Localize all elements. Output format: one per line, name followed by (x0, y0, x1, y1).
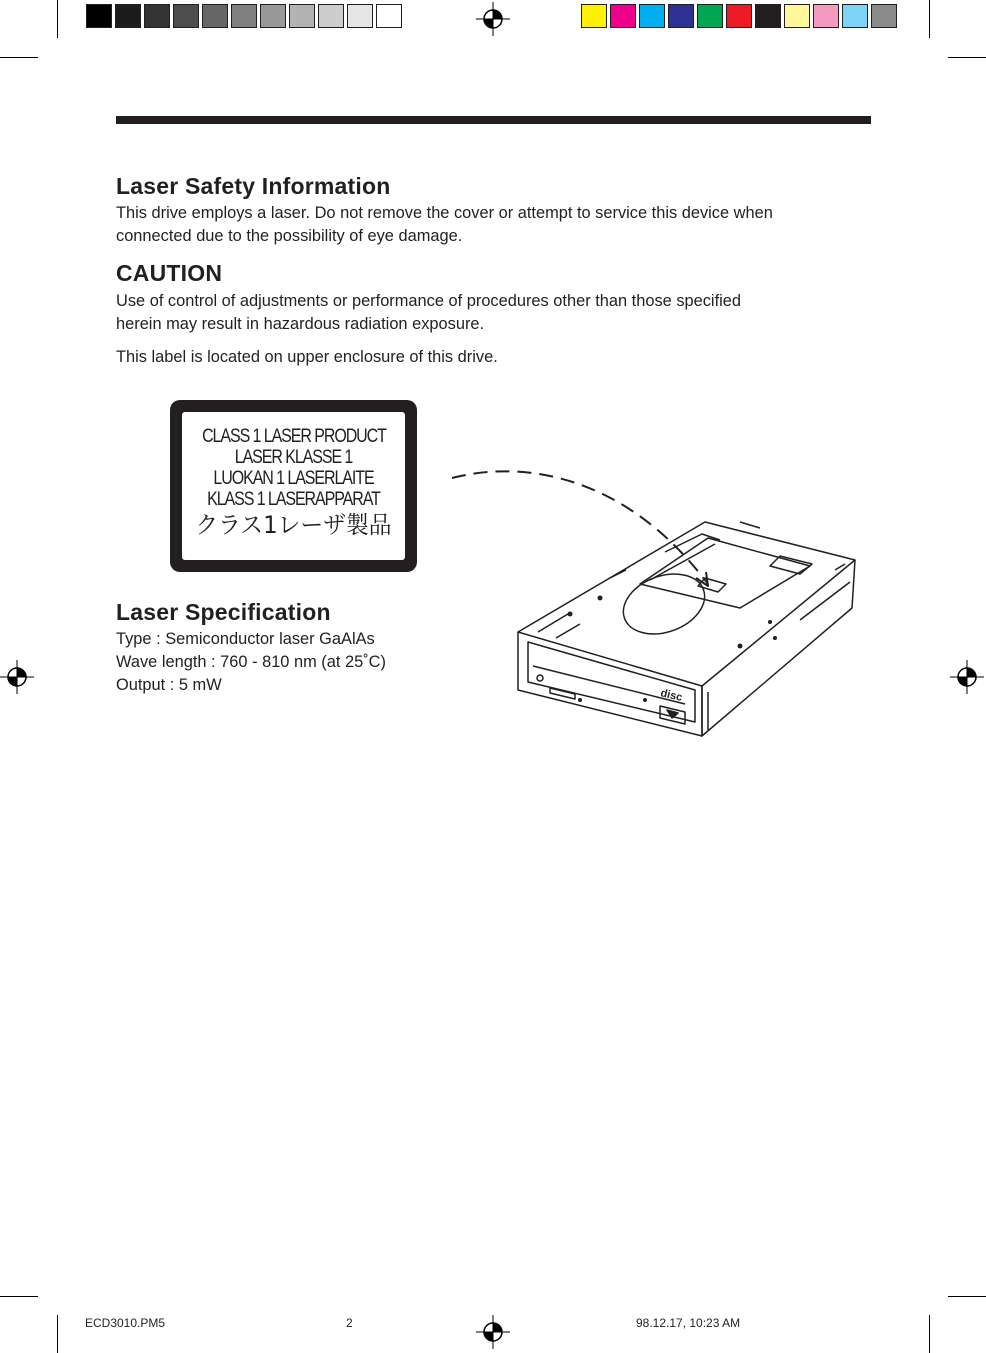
gray-swatch (86, 4, 112, 28)
color-swatch (813, 4, 839, 28)
crop-mark (948, 57, 986, 58)
crop-mark (0, 57, 38, 58)
crop-mark (57, 1315, 58, 1353)
dashed-pointer-arrow (452, 471, 708, 584)
label-line-klasse: LASER KLASSE 1 (234, 446, 353, 468)
registration-mark-left-icon (0, 660, 34, 694)
color-swatch (755, 4, 781, 28)
safety-body-line1: This drive employs a laser. Do not remove the cover or attempt to service this device when (116, 204, 773, 222)
color-swatch (668, 4, 694, 28)
header-rule (116, 116, 871, 124)
gray-swatch (318, 4, 344, 28)
crop-mark (0, 1296, 38, 1297)
laser-class-label-inner (182, 412, 405, 560)
safety-heading: Laser Safety Information (116, 173, 391, 199)
gray-swatch (376, 4, 402, 28)
gray-swatch (144, 4, 170, 28)
spec-wavelength: Wave length : 760 - 810 nm (at 25˚C) (116, 653, 386, 671)
label-line-klass: KLASS 1 LASERAPPARAT (207, 488, 380, 510)
spec-heading: Laser Specification (116, 599, 331, 625)
label-line-japanese: クラス1レーザ製品 (195, 511, 392, 539)
color-swatch (581, 4, 607, 28)
crop-mark (948, 1296, 986, 1297)
caution-body-line1: Use of control of adjustments or performance of procedures other than those specified (116, 292, 742, 310)
crop-mark (929, 0, 930, 38)
spec-type: Type : Semiconductor laser GaAlAs (116, 630, 375, 648)
label-line-luokan: LUOKAN 1 LASERLAITE (213, 467, 374, 489)
color-swatch (610, 4, 636, 28)
gray-swatch (289, 4, 315, 28)
safety-body-line2: connected due to the possibility of eye damage. (116, 227, 463, 245)
caution-body-line2: herein may result in hazardous radiation exposure. (116, 315, 485, 333)
gray-swatch (231, 4, 257, 28)
footer-filename: ECD3010.PM5 (85, 1316, 166, 1330)
gray-swatch (260, 4, 286, 28)
gray-swatch (115, 4, 141, 28)
color-swatch (871, 4, 897, 28)
drive-logo: disc (659, 687, 684, 704)
gray-swatch (173, 4, 199, 28)
gray-swatch (347, 4, 373, 28)
crop-mark (929, 1315, 930, 1353)
footer-timestamp: 98.12.17, 10:23 AM (636, 1316, 741, 1330)
laser-class-label (170, 400, 417, 572)
registration-mark-bottom-icon (476, 1315, 510, 1349)
label-line-class1: CLASS 1 LASER PRODUCT (202, 425, 386, 447)
color-swatch (639, 4, 665, 28)
label-location-note: This label is located on upper enclosure of this drive. (116, 348, 498, 366)
footer-page-number: 2 (346, 1316, 353, 1330)
registration-mark-right-icon (950, 660, 984, 694)
caution-heading: CAUTION (116, 260, 223, 286)
spec-output: Output : 5 mW (116, 676, 222, 694)
crop-mark (57, 0, 58, 38)
registration-mark-top-icon (476, 2, 510, 36)
color-swatch (784, 4, 810, 28)
color-swatch (726, 4, 752, 28)
color-swatch (697, 4, 723, 28)
color-swatch (842, 4, 868, 28)
gray-swatch (202, 4, 228, 28)
cd-rom-drive-illustration (440, 460, 870, 745)
